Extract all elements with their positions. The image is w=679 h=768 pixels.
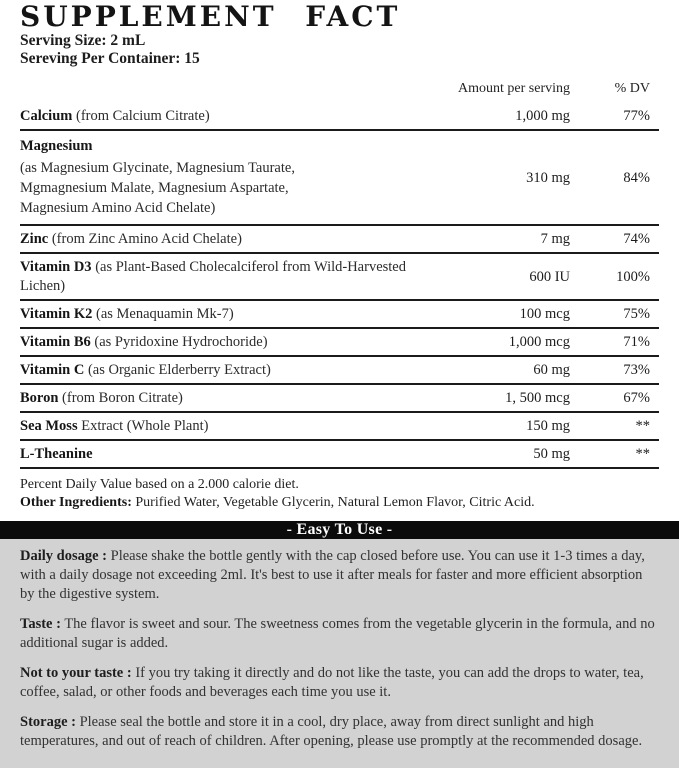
easy-to-use-banner bbox=[0, 521, 679, 539]
daily-dosage-text: Please shake the bottle gently with the cap closed before use. You can use it 1-3 times a day, with a daily dosage not exceeding 2ml. It's best to use it after meals for faster and more efficient absorption by the digestive system. bbox=[20, 548, 645, 602]
amount-cell: 1, 500 mcg bbox=[505, 390, 570, 406]
table-row-boron bbox=[20, 385, 659, 413]
dv-cell: ** bbox=[635, 446, 650, 462]
nutrient-desc: (as Pyridoxine Hydrochoride) bbox=[90, 334, 268, 350]
dv-cell: 71% bbox=[623, 334, 650, 350]
dv-cell: 100% bbox=[616, 268, 650, 285]
nutrient-name: Boron bbox=[20, 390, 59, 406]
amount-cell: 60 mg bbox=[533, 362, 570, 378]
dv-cell: 75% bbox=[623, 306, 650, 322]
taste-label: Taste : bbox=[20, 616, 61, 632]
nutrient-desc: Extract (Whole Plant) bbox=[77, 418, 209, 434]
column-header-dv bbox=[570, 81, 659, 97]
nutrient-name-cell bbox=[20, 305, 450, 324]
amount-cell: 310 mg bbox=[526, 169, 570, 186]
storage-text: Please seal the bottle and store it in a cool, dry place, away from direct sunlight and high temperatures, and out of reach of children. After opening, please use promptly at the recommended dosage. bbox=[20, 714, 643, 749]
amount-cell: 100 mcg bbox=[519, 306, 570, 322]
nutrient-desc: (from Boron Citrate) bbox=[58, 390, 183, 406]
nutrient-desc: (from Calcium Citrate) bbox=[72, 108, 210, 124]
footnotes bbox=[0, 469, 679, 512]
nutrient-desc: (as Organic Elderberry Extract) bbox=[84, 362, 271, 378]
dv-cell: ** bbox=[635, 418, 650, 434]
nutrient-name: Vitamin D3 bbox=[20, 259, 92, 275]
table-row-sea-moss bbox=[20, 413, 659, 441]
nutrient-name-cell bbox=[20, 389, 450, 408]
table-row-zinc bbox=[20, 226, 659, 254]
nutrient-name-cell bbox=[20, 445, 450, 464]
servings-per-container-text: Sereving Per Container: 15 bbox=[20, 50, 200, 67]
nutrient-name: Vitamin B6 bbox=[20, 334, 91, 350]
amount-cell: 1,000 mg bbox=[515, 108, 570, 124]
table-row-vitamin-d3 bbox=[20, 254, 659, 301]
not-to-your-taste-text: If you try taking it directly and do not like the taste, you can add the drops to water, tea, coffee, salad, or other foods and beverages each time you use it. bbox=[20, 665, 644, 700]
other-ingredients-footnote bbox=[20, 494, 659, 511]
table-row-calcium bbox=[20, 103, 659, 131]
dv-cell: 84% bbox=[623, 169, 650, 186]
nutrient-name-cell bbox=[20, 230, 450, 249]
nutrient-name: L-Theanine bbox=[20, 446, 93, 462]
nutrient-name-cell bbox=[20, 361, 450, 380]
amount-cell: 50 mg bbox=[533, 446, 570, 462]
nutrient-name-cell bbox=[20, 333, 450, 352]
daily-dosage-label: Daily dosage : bbox=[20, 548, 107, 564]
taste-text: The flavor is sweet and sour. The sweetness comes from the vegetable glycerin in the formula, and no additional sugar is added. bbox=[20, 616, 655, 651]
not-to-your-taste-paragraph bbox=[20, 664, 659, 702]
amount-cell: 7 mg bbox=[540, 231, 570, 247]
daily-dosage-paragraph bbox=[20, 547, 659, 604]
table-row-magnesium bbox=[20, 131, 659, 226]
nutrient-name-cell bbox=[20, 107, 450, 126]
dv-cell: 67% bbox=[623, 390, 650, 406]
nutrient-desc: (as Magnesium Glycinate, Magnesium Taurate, Mgmagnesium Malate, Magnesium Aspartate, Magnesium Amino Acid Chelate) bbox=[20, 160, 295, 216]
serving-size-text: Serving Size: 2 mL bbox=[20, 32, 146, 49]
table-row-vitamin-b6 bbox=[20, 329, 659, 357]
other-ingredients-label: Other Ingredients: bbox=[20, 495, 132, 510]
not-to-your-taste-label: Not to your taste : bbox=[20, 665, 132, 681]
page-title: SUPPLEMENT FACT bbox=[20, 0, 401, 33]
nutrient-name: Calcium bbox=[20, 108, 73, 124]
table-header-row bbox=[0, 74, 679, 103]
amount-cell: 600 IU bbox=[529, 268, 570, 285]
table-row-l-theanine bbox=[20, 441, 659, 469]
nutrient-name: Vitamin K2 bbox=[20, 306, 93, 322]
dv-cell: 73% bbox=[623, 362, 650, 378]
nutrient-desc: (as Plant-Based Cholecalciferol from Wild-Harvested Lichen) bbox=[20, 259, 406, 294]
amount-cell: 1,000 mcg bbox=[508, 334, 570, 350]
instructions-section bbox=[0, 539, 679, 768]
dv-cell: 77% bbox=[623, 108, 650, 124]
label-header bbox=[0, 0, 679, 68]
nutrient-desc: (as Menaquamin Mk-7) bbox=[92, 306, 234, 322]
nutrient-name: Magnesium bbox=[20, 138, 93, 154]
nutrient-name-cell bbox=[20, 135, 450, 221]
other-ingredients-list: Purified Water, Vegetable Glycerin, Natural Lemon Flavor, Citric Acid. bbox=[131, 495, 535, 510]
table-row-vitamin-k2 bbox=[20, 301, 659, 329]
taste-paragraph bbox=[20, 615, 659, 653]
easy-to-use-banner-label: - Easy To Use - bbox=[286, 521, 393, 538]
dv-cell: 74% bbox=[623, 231, 650, 247]
nutrient-name: Zinc bbox=[20, 231, 49, 247]
column-header-amount: Amount per serving bbox=[458, 81, 570, 96]
daily-value-footnote: Percent Daily Value based on a 2.000 calorie diet. bbox=[20, 477, 299, 492]
nutrient-desc: (from Zinc Amino Acid Chelate) bbox=[48, 231, 242, 247]
nutrient-name: Sea Moss bbox=[20, 418, 78, 434]
nutrient-name-cell bbox=[20, 417, 450, 436]
table-row-vitamin-c bbox=[20, 357, 659, 385]
column-header-dv-label: % DV bbox=[614, 81, 650, 96]
nutrient-name-cell bbox=[20, 258, 450, 296]
storage-label: Storage : bbox=[20, 714, 76, 730]
amount-cell: 150 mg bbox=[526, 418, 570, 434]
storage-paragraph bbox=[20, 713, 659, 751]
nutrient-name: Vitamin C bbox=[20, 362, 85, 378]
